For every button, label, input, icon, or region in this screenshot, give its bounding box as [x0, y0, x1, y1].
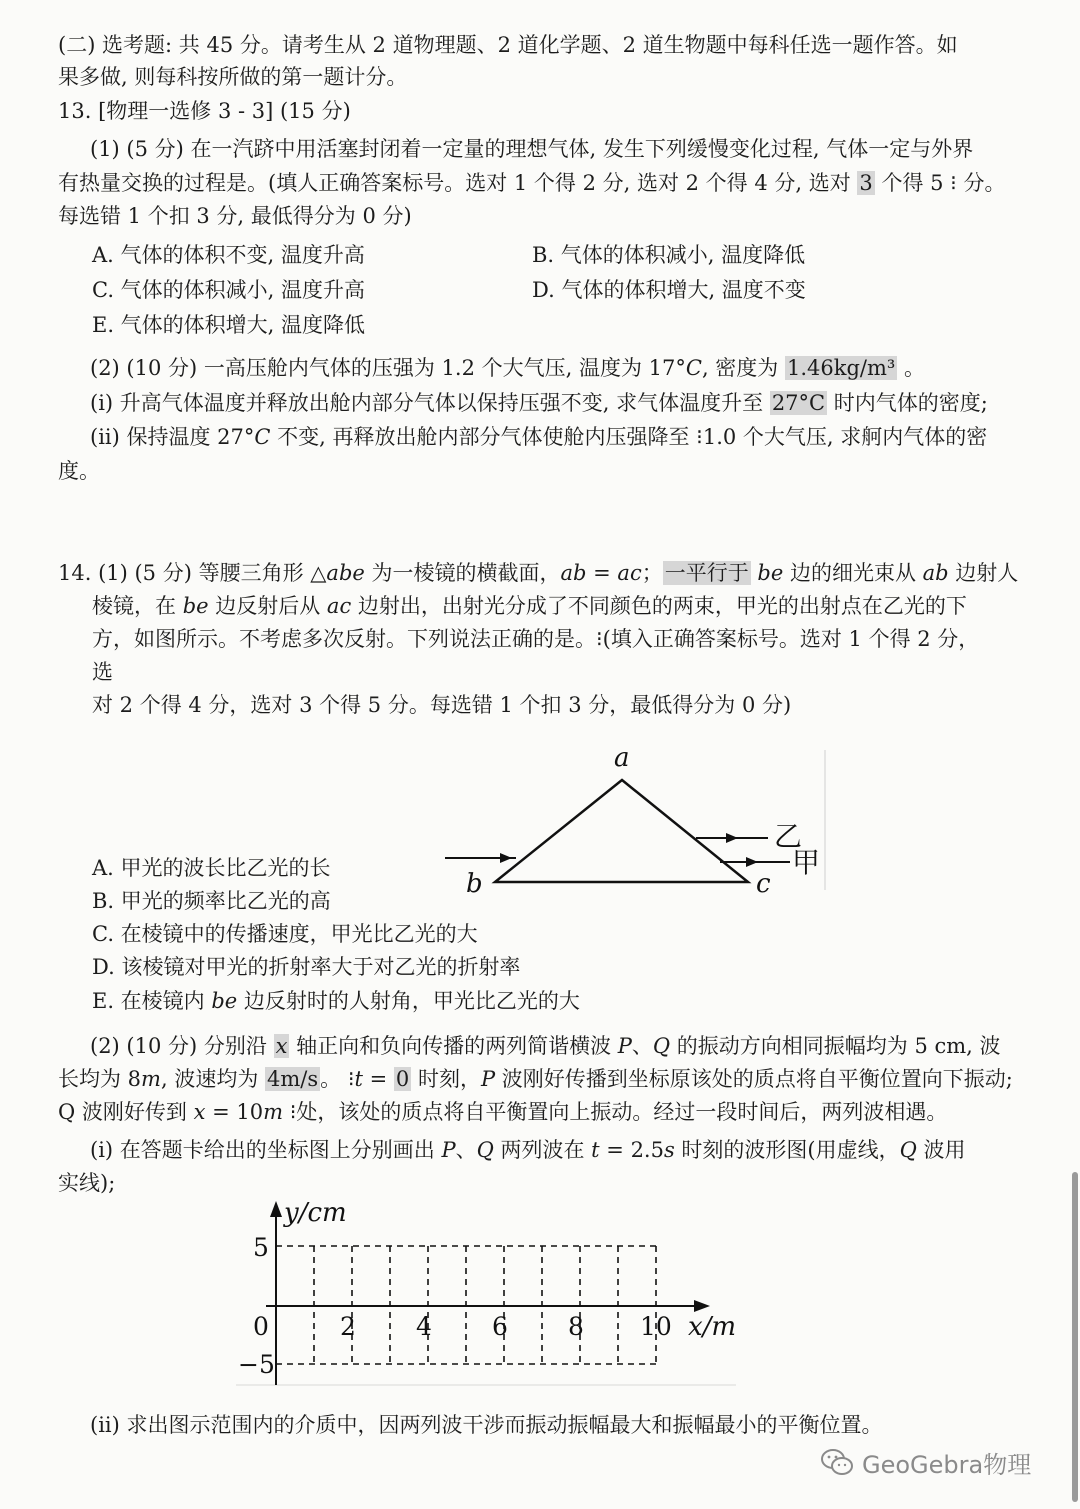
highlight-mark: 4m/s	[267, 1067, 319, 1091]
y-tick-0: 0	[253, 1312, 269, 1341]
q14-part2-i-line1: (i) 在答题卡给出的坐标图上分别画出 P、Q 两列波在 t = 2.5s 时刻的波形图(用虚线，Q 波用	[90, 1138, 966, 1162]
section-instruction-line1: (二) 选考题: 共 45 分。请考生从 2 道物理题、2 道化学题、2 道生物题中每科任选一题作答。如	[58, 33, 958, 57]
x-tick-10: 10	[640, 1312, 672, 1341]
q13-part2-ii-cont: 度。	[58, 459, 100, 483]
y-tick-minus5: −5	[238, 1350, 275, 1379]
q14-option-b: B. 甲光的频率比乙光的高	[92, 889, 331, 913]
q14-line2: 棱镜，在 be 边反射后从 ac 边射出，出射光分成了不同颜色的两束，甲光的出射点在乙光的下	[92, 594, 967, 618]
highlight-mark: 一平行于	[664, 561, 749, 585]
arrow-icon	[500, 853, 512, 863]
q14-part2-i-line2: 实线);	[58, 1171, 116, 1195]
arrow-icon	[726, 833, 738, 843]
q14-part2-line3: Q 波刚好传到 x = 10m ⁝处，该处的质点将自平衡置向上振动。经过一段时间后，两列波相遇。	[58, 1100, 948, 1124]
q13-part2-line1: (2) (10 分) 一高压舱内气体的压强为 1.2 个大气压, 温度为 17°C, 密度为 1.46kg/m³ 。	[90, 356, 926, 380]
q14-part2-line2: 长均为 8m, 波速均为 4m/s。 ⁝t = 0 时刻，P 波刚好传播到坐标原该处的质点将自平衡位置向下振动;	[58, 1067, 1013, 1091]
q13-part2-ii: (ii) 保持温度 27°C 不变, 再释放出舱内部分气体使舱内压强降至 ⁝1.0 个大气压, 求舸内气体的密	[90, 425, 988, 449]
x-tick-2: 2	[340, 1312, 356, 1341]
beam-label-jia: 甲	[792, 846, 821, 879]
q14-part2-line1: (2) (10 分) 分别沿 x 轴正向和负向传播的两列简谐横波 P、Q 的振动方向相同振幅均为 5 cm, 波	[90, 1034, 1001, 1058]
q14-line5: 对 2 个得 4 分，选对 3 个得 5 分。每选错 1 个扣 3 分，最低得分为 0 分)	[92, 693, 792, 717]
q13-header: 13. [物理一选修 3 - 3] (15 分)	[58, 99, 351, 123]
q14-option-d: D. 该棱镜对甲光的折射率大于对乙光的折射率	[92, 955, 521, 979]
highlight-mark: 1.46kg/m³	[786, 356, 896, 380]
q13-part1-line2: 有热量交换的过程是。(填人正确答案标号。选对 1 个得 2 分, 选对 2 个得 4 分, 选对 3 个得 5 ⁝ 分。	[58, 171, 1006, 195]
q13-part2-i: (i) 升高气体温度并释放出舱内部分气体以保持压强不变, 求气体温度升至 27°C 时内气体的密度;	[90, 391, 988, 415]
q14-option-a: A. 甲光的波长比乙光的长	[92, 856, 331, 880]
x-tick-4: 4	[416, 1312, 432, 1341]
x-tick-8: 8	[568, 1312, 584, 1341]
highlight-mark: 0	[395, 1067, 410, 1091]
highlight-mark: x	[275, 1034, 288, 1058]
q14-option-e: E. 在棱镜内 be 边反射时的人射角，甲光比乙光的大	[92, 989, 580, 1013]
arrow-icon	[746, 857, 758, 867]
wechat-icon	[820, 1445, 854, 1479]
q13-option-c: C. 气体的体积减小, 温度升高	[92, 278, 366, 302]
highlight-mark: 3	[859, 171, 873, 195]
watermark	[820, 1442, 1031, 1482]
q13-option-b: B. 气体的体积减小, 温度降低	[532, 243, 806, 267]
q14-line1: 14. (1) (5 分) 等腰三角形 △abe 为一棱镜的横截面，ab = ac；一平行于 be 边的细光束从 ab 边射人	[58, 561, 1019, 585]
q13-option-a: A. 气体的体积不变, 温度升高	[92, 243, 365, 267]
q14-line3: 方，如图所示。不考虑多次反射。下列说法正确的是。⁝(填入正确答案标号。选对 1 个得 2 分，	[92, 627, 980, 651]
scrollbar-thumb[interactable]	[1072, 1172, 1078, 1502]
q13-part1-line1: (1) (5 分) 在一汽跻中用活塞封闭着一定量的理想气体, 发生下列缓慢变化过程, 气体一定与外界	[90, 137, 974, 161]
beam-label-yi: 乙	[774, 820, 803, 853]
prism-label-b: b	[466, 869, 483, 899]
watermark-text: GeoGebra物理	[862, 1450, 1032, 1479]
section-instruction-line2: 果多做, 则每科按所做的第一题计分。	[58, 65, 408, 89]
arrow-right-icon	[694, 1300, 710, 1312]
y-axis-label: y/cm	[284, 1198, 347, 1228]
y-tick-5: 5	[253, 1233, 269, 1262]
q13-option-d: D. 气体的体积增大, 温度不变	[532, 278, 806, 302]
x-axis-label: x/m	[688, 1312, 737, 1342]
prism-triangle	[495, 780, 748, 882]
prism-label-a: a	[614, 743, 630, 773]
highlight-mark: 27°C	[771, 391, 826, 415]
q13-part1-line3: 每选错 1 个扣 3 分, 最低得分为 0 分)	[58, 204, 412, 228]
prism-label-c: c	[756, 869, 771, 899]
q14-line4: 选	[92, 660, 113, 684]
arrow-up-icon	[270, 1201, 282, 1217]
q13-option-e: E. 气体的体积增大, 温度降低	[92, 313, 366, 337]
q14-option-c: C. 在棱镜中的传播速度，甲光比乙光的大	[92, 922, 478, 946]
coordinate-grid	[236, 1195, 746, 1395]
x-tick-6: 6	[492, 1312, 508, 1341]
prism-diagram	[430, 740, 830, 900]
q14-part2-ii: (ii) 求出图示范围内的介质中，因两列波干涉而振动振幅最大和振幅最小的平衡位置。	[90, 1413, 883, 1437]
